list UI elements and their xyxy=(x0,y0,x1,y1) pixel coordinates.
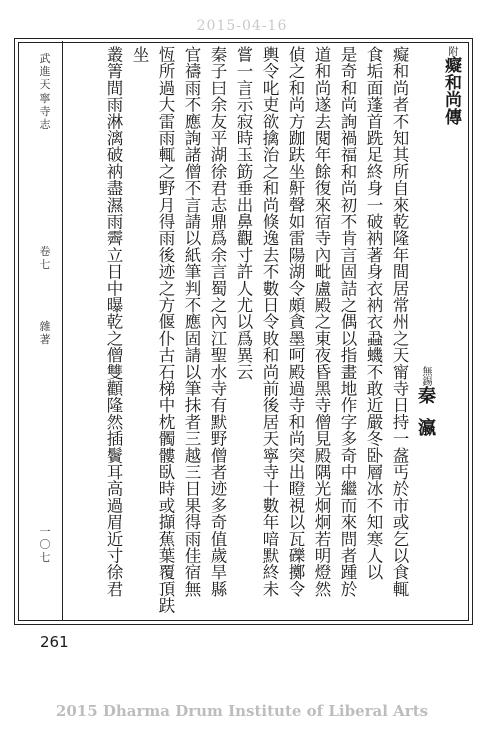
text-column: 叢箐間雨淋漓破衲盡濕雨霽立日中曝乾之僧雙顴隆然插鬢耳高過眉近寸徐君 xyxy=(104,46,123,598)
text-column: 癡和尚者不知其所自來乾隆年間居常州之天甯寺日持一盋丐於市或乞以食輒 xyxy=(390,46,409,598)
article-title: 附癡和尚傳 xyxy=(441,46,461,126)
text-column: 嘗一言示寂時玉筯垂出鼻觀寸許人尤以爲異云 xyxy=(234,46,253,380)
watermark-date: 2015-04-16 xyxy=(196,18,288,34)
text-column: 食垢面蓬首跣足終身一破衲著身衣衲衣蝨蟣不敢近嚴冬卧層冰不知寒人以 xyxy=(364,46,383,581)
text-column: 偵之和尚方跏趺坐鼾聲如雷陽湖令頗貪墨呵殿過寺和尚突出瞪視以瓦礫擲令 xyxy=(286,46,305,598)
text-column: 輿令叱吏欲擒治之和尚倏逸去不數日令敗和尚前後居天寧寺十數年喑默終未 xyxy=(260,46,279,598)
text-column: 道和尚遂去閱年餘復來宿寺內毗盧殿之東夜昏黑寺僧見殿隅光炯炯若明燈然 xyxy=(312,46,331,598)
margin-volume: 卷 七 xyxy=(39,245,51,272)
text-column: 恆所過大雷雨輒之野月得雨後迹之方偃仆古石梯中枕髑髏臥時或擷蕉葉覆頂趺坐 xyxy=(130,46,175,614)
text-column: 秦子曰余友平湖徐君志鼎爲余言蜀之內江聖水寺有默野僧者迹多奇值歲旱縣 xyxy=(208,46,227,598)
margin-section: 雜 著 xyxy=(39,320,51,347)
margin-folio: 一 〇 七 xyxy=(39,525,51,565)
watermark-footer: 2015 Dharma Drum Institute of Liberal Arts xyxy=(55,702,429,720)
margin-book-title: 武 進 天 寧 寺 志 xyxy=(39,52,51,131)
text-column: 是奇和尚詢禍福和尚初不肯言固詰之偶以指畫地作字多奇中繼而來問者踵於 xyxy=(338,46,357,598)
article-author: 無錫秦瀛 xyxy=(415,366,436,451)
vertical-text-body xyxy=(66,46,464,616)
page-number: 261 xyxy=(40,633,69,651)
text-column: 官禱雨不應詢諸僧不言請以紙筆判不應固請以筆抹者三越三日果得雨佳宿無 xyxy=(182,46,201,598)
margin-rule xyxy=(62,41,63,620)
